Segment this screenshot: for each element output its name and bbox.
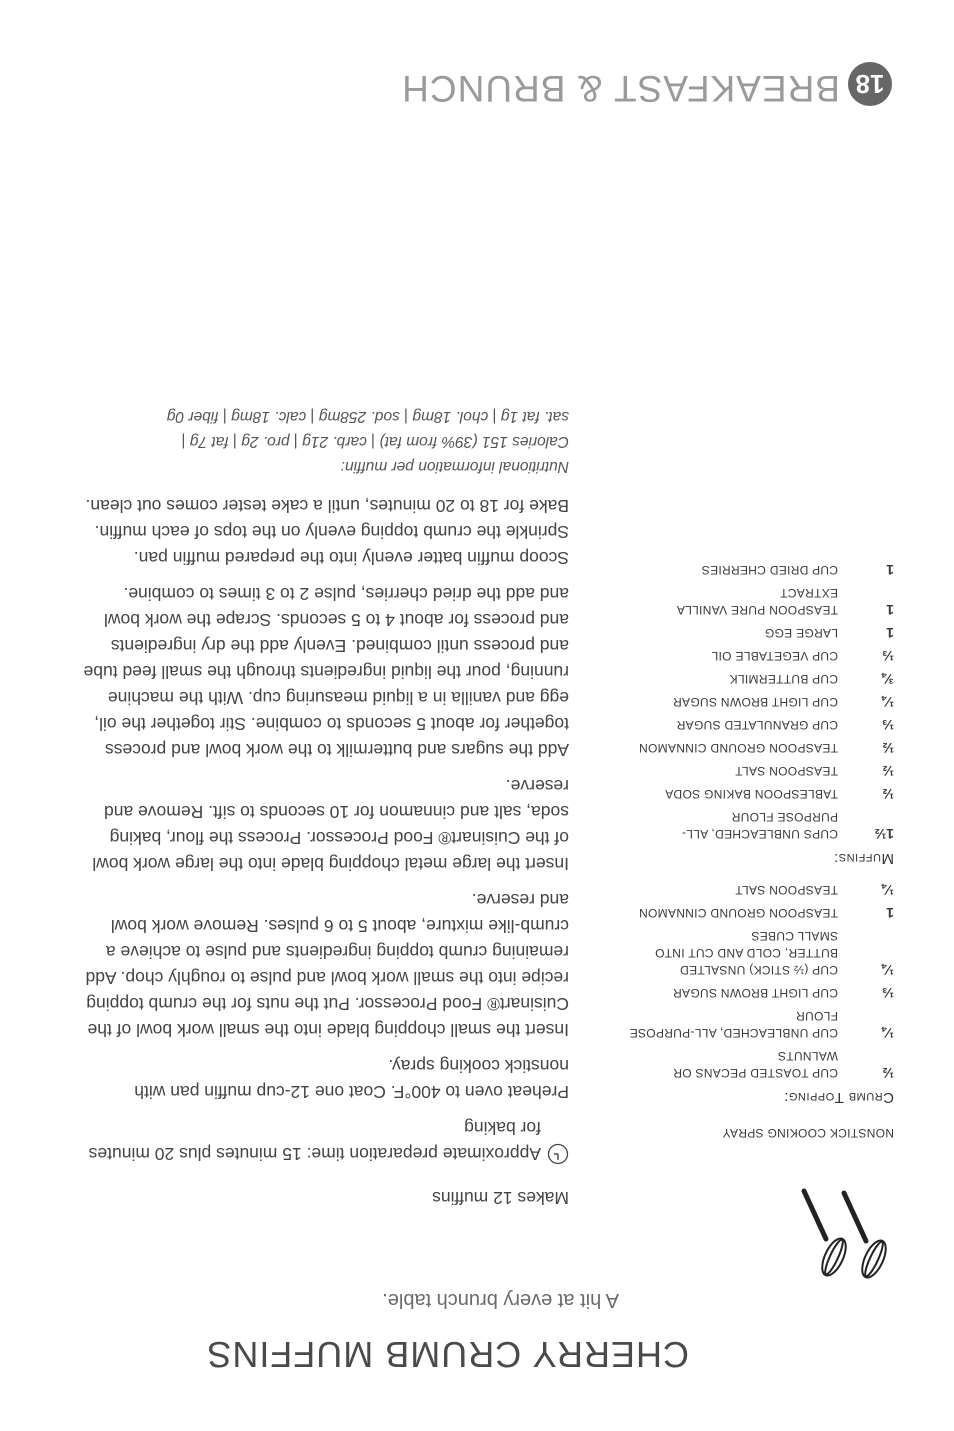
- ingredient-text: CUP LIGHT BROWN SUGAR: [672, 695, 838, 709]
- ingredient-row: [624, 624, 894, 641]
- ingredient-qty: ¼: [882, 1025, 894, 1041]
- ingredient-row: [624, 785, 894, 802]
- ingredient-row: [624, 808, 894, 842]
- ingredient-text: CUP VEGETABLE OIL: [711, 649, 838, 663]
- ingredient-text: TEASPOON SALT: [734, 883, 838, 897]
- ingredient-qty: 1½: [874, 826, 894, 842]
- ingredient-row: [624, 904, 894, 921]
- ingredient-text: CUP UNBLEACHED, ALL-PURPOSE FLOUR: [629, 1009, 838, 1040]
- ingredient-row: [624, 716, 894, 733]
- ingredient-row: [624, 739, 894, 756]
- ingredient-row: [624, 670, 894, 687]
- ingredient-text: CUP TOASTED PECANS OR WALNUTS: [672, 1049, 838, 1080]
- ingredient-text: CUP BUTTERMILK: [729, 672, 838, 686]
- ingredient-qty: 1: [886, 625, 894, 641]
- method-step: Add the sugars and buttermilk to the work bowl and process together for about 5 seconds to combine. Stir together the oil, egg and vanilla in a liquid measuring cup. With the machine running, pour the liquid ingredients through the small feed tube and process until combined. Evenly add the dry ingredients and process for about 4 to 5 seconds. Scrape the work bowl and add the dried cherries, pulse 2 to 3 times to combine.: [83, 584, 569, 760]
- method-step: Scoop muffin batter evenly into the prepared muffin pan. Sprinkle the crumb topping evenly on the tops of each muffin. Bake for 18 to 20 minutes, until a cake tester comes out clean.: [85, 496, 569, 568]
- ingredient-text: TABLESPOON BAKING SODA: [664, 787, 838, 801]
- muffins-heading: Muffins:: [833, 850, 894, 867]
- ingredient-text: CUP (½ STICK) UNSALTED BUTTER, COLD AND CUT INTO SMALL CUBES: [654, 929, 838, 977]
- ingredient-text: CUPS UNBLEACHED, ALL-PURPOSE FLOUR: [681, 810, 838, 841]
- ingredient-row: [624, 984, 894, 1001]
- ingredient-text: TEASPOON GROUND CINNAMON: [638, 741, 838, 755]
- page-number-badge: 18: [848, 62, 892, 106]
- nutrition-line: sat. fat 1g | chol. 18mg | sod. 258mg | calc. 18mg | fiber 0g: [166, 408, 569, 425]
- nutrition-info: [81, 404, 569, 479]
- ingredient-qty: ¾: [882, 671, 894, 687]
- method-step: Preheat oven to 400°F. Coat one 12-cup muffin pan with nonstick cooking spray.: [134, 1056, 569, 1102]
- ingredient-qty: 1: [886, 905, 894, 921]
- ingredient-row: [624, 762, 894, 779]
- ingredient-qty: ¼: [882, 962, 894, 978]
- method-step: Insert the large metal chopping blade into the large work bowl of the Cuisinart® Food Processor. Process the flour, baking soda, salt and cinnamon for 10 seconds to sift. Remove and reserve.: [92, 776, 569, 874]
- recipe-yield: Makes 12 muffins: [432, 1188, 569, 1208]
- ingredient-qty: ⅓: [882, 648, 894, 664]
- clock-icon: [547, 1143, 569, 1165]
- nutrition-line: Calories 151 (39% from fat) | carb. 21g | pro. 2g | fat 7g |: [181, 433, 569, 450]
- ingredient-qty: ⅓: [882, 717, 894, 733]
- ingredient-qty: 1: [886, 562, 894, 578]
- ingredient-text: LARGE EGG: [764, 626, 838, 640]
- ingredient-qty: ⅓: [882, 985, 894, 1001]
- recipe-subtitle: A hit at every brunch table.: [382, 1289, 619, 1311]
- recipe-method: [81, 404, 569, 1211]
- ingredient-qty: ¼: [882, 694, 894, 710]
- whisk-icon: [796, 1161, 896, 1281]
- ingredient-row: [624, 1047, 894, 1081]
- ingredient-text: CUP DRIED CHERRIES: [701, 563, 838, 577]
- ingredient-text: CUP LIGHT BROWN SUGAR: [672, 986, 838, 1000]
- ingredient-cooking-spray: NONSTICK COOKING SPRAY: [722, 1126, 894, 1140]
- ingredient-text: CUP GRANULATED SUGAR: [676, 718, 838, 732]
- ingredient-row: [624, 584, 894, 618]
- ingredients-list: [624, 555, 894, 1141]
- method-step: Insert the small chopping blade into the small work bowl of the Cuisinart® Food Processor. Put the nuts for the crumb topping recipe into the small work bowl and pulse to roughly chop. Add remaining crumb topping ingredients and pulse to achieve a crumb-like mixture, about 5 to 6 pulses. Remove work bowl and reserve.: [85, 890, 569, 1040]
- crumb-topping-heading: Crumb Topping:: [783, 1089, 894, 1106]
- ingredient-row: [624, 881, 894, 898]
- ingredient-row: [624, 1007, 894, 1041]
- ingredient-text: TEASPOON GROUND CINNAMON: [638, 906, 838, 920]
- ingredient-qty: ½: [882, 786, 894, 802]
- ingredient-qty: ¼: [882, 882, 894, 898]
- ingredient-row: [624, 647, 894, 664]
- prep-time: Approximate preparation time: 15 minutes plus 20 minutes for baking: [88, 1118, 541, 1164]
- ingredient-qty: ½: [882, 1065, 894, 1081]
- ingredient-qty: 1: [886, 602, 894, 618]
- ingredient-qty: ½: [882, 740, 894, 756]
- prep-time-row: [81, 1115, 569, 1167]
- recipe-title: CHERRY CRUMB MUFFINS: [206, 1334, 689, 1375]
- ingredient-row: [624, 927, 894, 978]
- ingredient-row: [624, 693, 894, 710]
- nutrition-heading: Nutritional information per muffin:: [340, 458, 569, 475]
- ingredient-text: TEASPOON SALT: [734, 764, 838, 778]
- ingredient-qty: ½: [882, 763, 894, 779]
- section-title: BREAKFAST & BRUNCH: [401, 68, 840, 109]
- ingredient-text: TEASPOON PURE VANILLA EXTRACT: [677, 586, 838, 617]
- ingredient-row: [624, 561, 894, 578]
